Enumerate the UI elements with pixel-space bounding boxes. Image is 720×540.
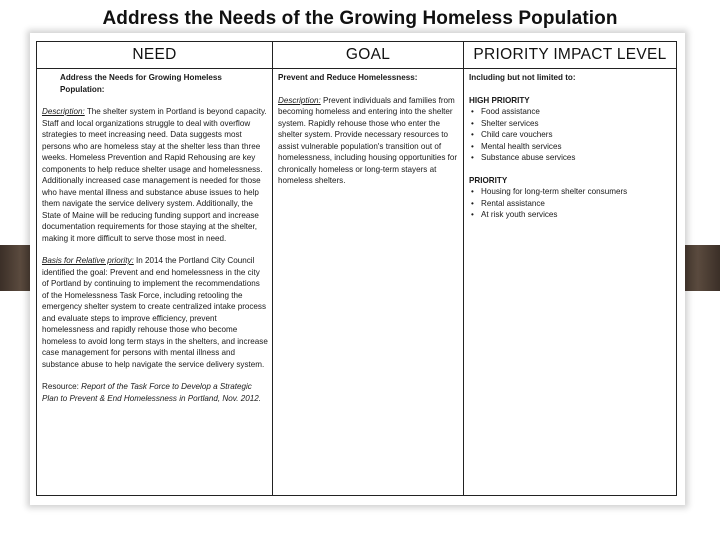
high-priority-label: HIGH PRIORITY [469,95,530,105]
need-basis-text: In 2014 the Portland City Council identified the goal: Prevent and end homelessness in the city of Portland by continuing to implement the recommendations of the Homelessness Task Force, including retooling the emergency shelter system to create centralized intake process and evaluate steps to improve efficiency, prevent homelessness and rapidly rehouse those who become homeless to avoid long term stays in the shelters, and increase case management for persons with mental illness and substance abuse to help navigate the service delivery system. [42,256,268,369]
goal-column [273,42,464,495]
priority-header: PRIORITY IMPACT LEVEL [464,42,676,69]
list-item: • At risk youth services [481,209,672,221]
goal-description-label: Description: [278,95,321,105]
need-resource [42,381,268,404]
goal-heading: Prevent and Reduce Homelessness: [278,73,418,82]
priority-column [464,42,676,495]
need-resource-text: Report of the Task Force to Develop a Strategic Plan to Prevent & End Homelessness in Portland, Nov. 2012. [42,382,261,403]
list-item: • Child care vouchers [481,129,672,141]
need-basis [42,255,268,370]
priority-list [469,186,672,221]
priority-heading: Including but not limited to: [469,73,576,82]
list-item: • Substance abuse services [481,152,672,164]
need-description-text: The shelter system in Portland is beyond capacity. Staff and local organizations struggle to deal with overflow strategies to meet increasing need. Data suggests most persons who are homeless stay at the shelter less than three weeks. Homeless Prevention and Rapid Rehousing are key components to help reduce shelter usage and homelessness. Additionally increased case management is needed for those who have mental illness and substance abuse issues to help them navigate the service delivery system. Additionally, the State of Maine will be reducing funding support and increase documentation requirements for those staying at the shelter, making it more difficult to serve those most in need. [42,107,267,243]
need-body [37,69,272,404]
goal-description [278,95,459,187]
goal-body [273,69,463,187]
list-item: • Housing for long-term shelter consumers [481,186,672,198]
need-resource-label: Resource: [42,382,79,391]
need-heading: Address the Needs for Growing Homeless Population: [60,73,222,94]
list-item: • Mental health services [481,141,672,153]
list-item: • Food assistance [481,106,672,118]
list-item: • Rental assistance [481,198,672,210]
need-basis-label: Basis for Relative priority: [42,256,134,265]
priority-table [36,41,677,496]
list-item: • Shelter services [481,118,672,130]
high-priority-list [469,106,672,164]
goal-description-text: Prevent individuals and families from becoming homeless and entering into the shelter system. Rapidly rehouse those who enter the shelter system. Provide necessary resources to assist vulnerable population's transition out of homelessness, including housing opportunities for chronically homeless or long-term stayers at homeless shelters. [278,95,458,185]
document-image-frame [30,33,685,505]
need-description-label: Description: [42,107,85,116]
slide-title: Address the Needs of the Growing Homeless Population [102,8,618,29]
need-description [42,106,268,244]
priority-label: PRIORITY [469,175,508,185]
need-column [37,42,273,495]
goal-header: GOAL [273,42,463,69]
priority-body [464,69,676,221]
need-header: NEED [37,42,272,69]
